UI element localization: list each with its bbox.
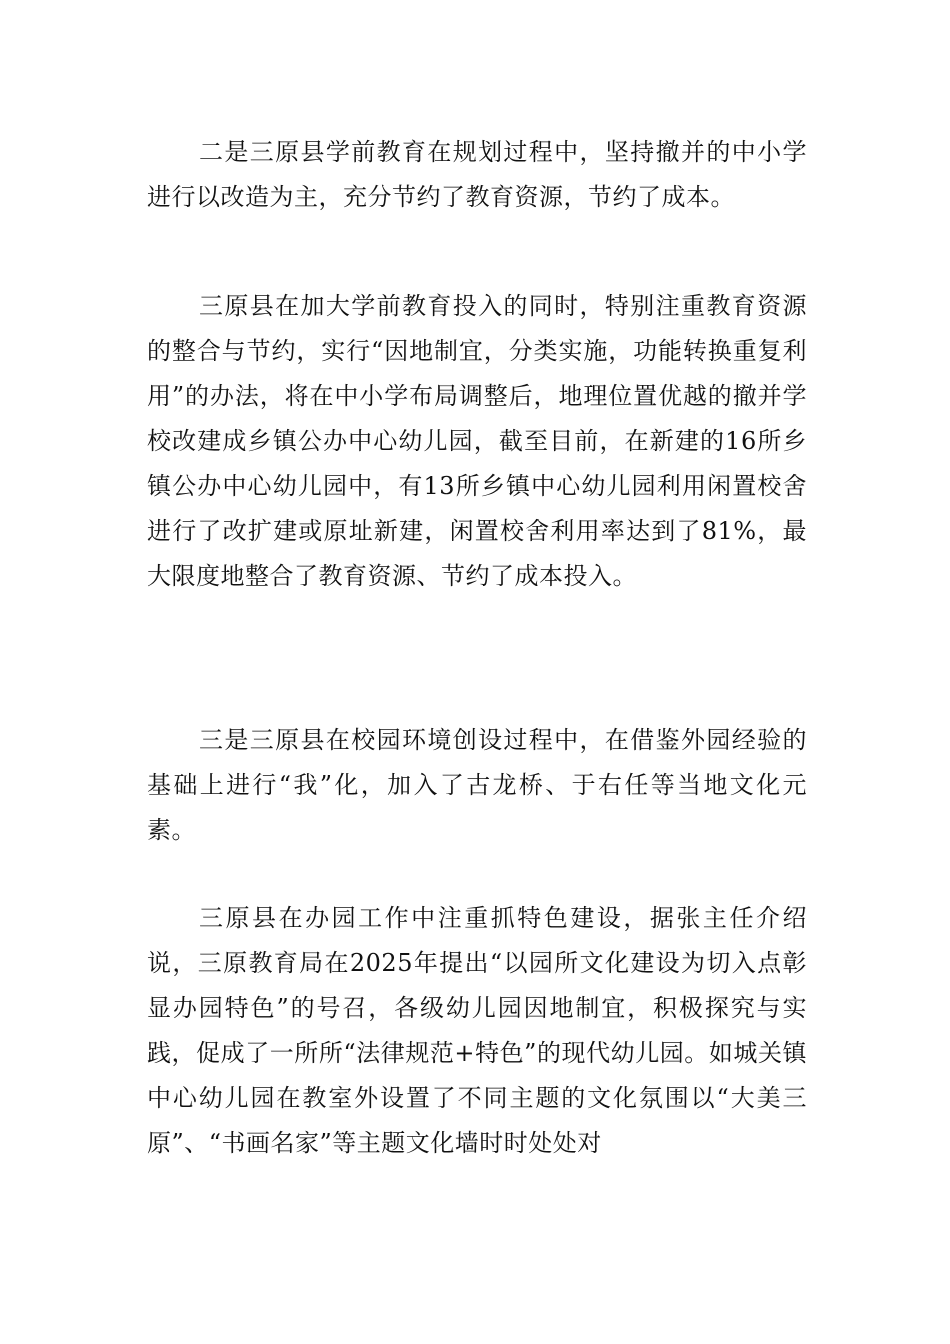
paragraph-2: 三原县在加大学前教育投入的同时，特别注重教育资源的整合与节约，实行“因地制宜，分类实施，功能转换重复利用”的办法，将在中小学布局调整后，地理位置优越的撤并学校改建成乡镇公办中心幼儿园，截至目前，在新建的16所乡镇公办中心幼儿园中，有13所乡镇中心幼儿园利用闲置校舍进行了改扩建或原址新建，闲置校舍利用率达到了81%，最大限度地整合了教育资源、节约了成本投入。 <box>147 292 807 590</box>
paragraph-1: 二是三原县学前教育在规划过程中，坚持撤并的中小学进行以改造为主，充分节约了教育资源，节约了成本。 <box>147 138 807 211</box>
paragraph-4: 三原县在办园工作中注重抓特色建设，据张主任介绍说，三原教育局在2025年提出“以园所文化建设为切入点彰显办园特色”的号召，各级幼儿园因地制宜，积极探究与实践，促成了一所所“法律规范+特色”的现代幼儿园。如城关镇中心幼儿园在教室外设置了不同主题的文化氛围以“大美三原”、“书画名家”等主题文化墙时时处处对 <box>147 904 807 1157</box>
paragraph-3: 三是三原县在校园环境创设过程中，在借鉴外园经验的基础上进行“我”化，加入了古龙桥、于右任等当地文化元素。 <box>147 726 807 844</box>
